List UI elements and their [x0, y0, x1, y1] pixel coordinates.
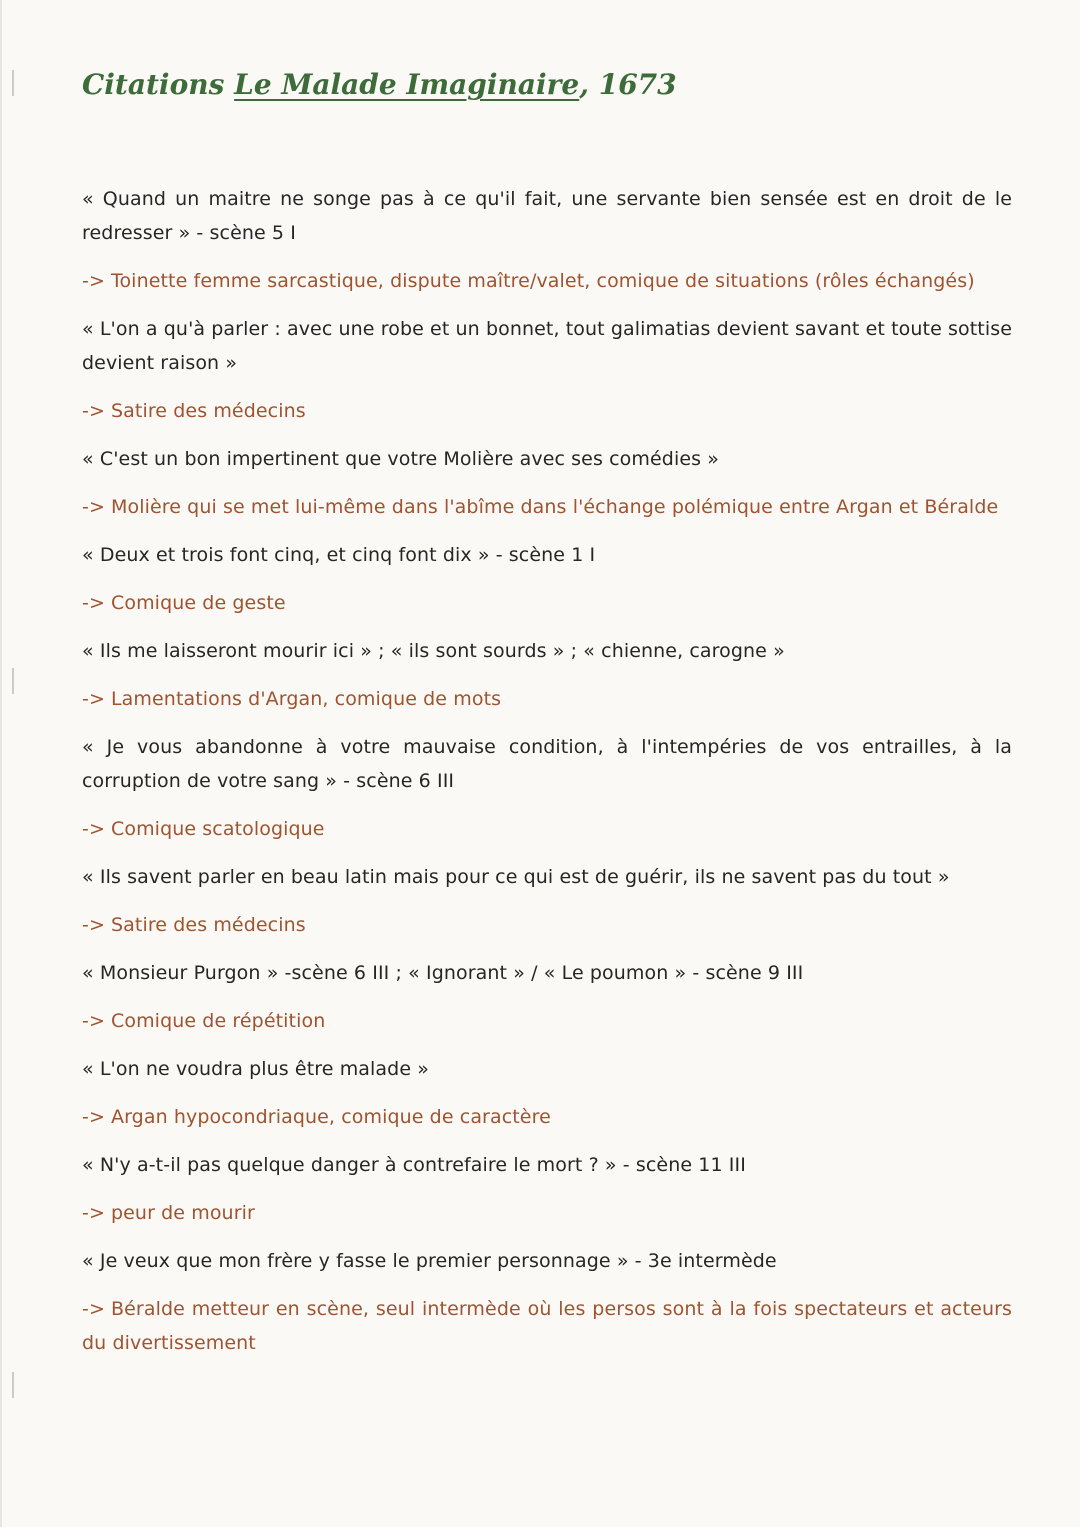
note-line: -> Satire des médecins [82, 914, 306, 936]
margin-mark [12, 70, 14, 96]
quote-line: « N'y a-t-il pas quelque danger à contrefaire le mort ? » - scène 11 III [82, 1154, 746, 1176]
page-title [82, 68, 677, 101]
note-line: -> Argan hypocondriaque, comique de caractère [82, 1106, 551, 1128]
quote-line: « Quand un maitre ne songe pas à ce qu'il fait, une servante bien sensée est en droit de le redresser » - scène 5 I [82, 188, 1012, 244]
arrow-glyph: -> [82, 592, 105, 614]
citations-list [82, 182, 1012, 1374]
arrow-glyph: -> [82, 1298, 105, 1320]
note-line: -> Comique de répétition [82, 1010, 326, 1032]
note-line: -> Satire des médecins [82, 400, 306, 422]
arrow-glyph: -> [82, 914, 105, 936]
note-line: -> Toinette femme sarcastique, dispute maître/valet, comique de situations (rôles échangés) [82, 270, 975, 292]
quote-line: « C'est un bon impertinent que votre Molière avec ses comédies » [82, 448, 719, 470]
quote-line: « Deux et trois font cinq, et cinq font dix » - scène 1 I [82, 544, 596, 566]
quote-line: « Ils savent parler en beau latin mais pour ce qui est de guérir, ils ne savent pas du tout » [82, 866, 950, 888]
note-line: -> Lamentations d'Argan, comique de mots [82, 688, 502, 710]
title-year: , 1673 [579, 68, 677, 101]
arrow-glyph: -> [82, 496, 105, 518]
note-line: -> Molière qui se met lui-même dans l'abîme dans l'échange polémique entre Argan et Béralde [82, 496, 999, 518]
arrow-glyph: -> [82, 1010, 105, 1032]
title-prefix: Citations [82, 68, 225, 101]
arrow-glyph: -> [82, 688, 105, 710]
quote-line: « L'on ne voudra plus être malade » [82, 1058, 429, 1080]
arrow-glyph: -> [82, 818, 105, 840]
arrow-glyph: -> [82, 400, 105, 422]
quote-line: « Je vous abandonne à votre mauvaise condition, à l'intempéries de vos entrailles, à la corruption de votre sang » - scène 6 III [82, 736, 1012, 792]
quote-line: « Je veux que mon frère y fasse le premier personnage » - 3e intermède [82, 1250, 777, 1272]
note-line: -> Comique de geste [82, 592, 286, 614]
margin-mark [12, 1372, 14, 1398]
note-line: -> peur de mourir [82, 1202, 255, 1224]
note-line: -> Comique scatologique [82, 818, 325, 840]
title-work: Le Malade Imaginaire [234, 68, 580, 101]
arrow-glyph: -> [82, 1202, 105, 1224]
margin-mark [12, 668, 14, 694]
quote-line: « L'on a qu'à parler : avec une robe et un bonnet, tout galimatias devient savant et toute sottise devient raison » [82, 318, 1012, 374]
quote-line: « Monsieur Purgon » -scène 6 III ; « Ignorant » / « Le poumon » - scène 9 III [82, 962, 804, 984]
arrow-glyph: -> [82, 1106, 105, 1128]
note-line: -> Béralde metteur en scène, seul intermède où les persos sont à la fois spectateurs et acteurs du divertissement [82, 1298, 1012, 1354]
quote-line: « Ils me laisseront mourir ici » ; « ils sont sourds » ; « chienne, carogne » [82, 640, 785, 662]
arrow-glyph: -> [82, 270, 105, 292]
